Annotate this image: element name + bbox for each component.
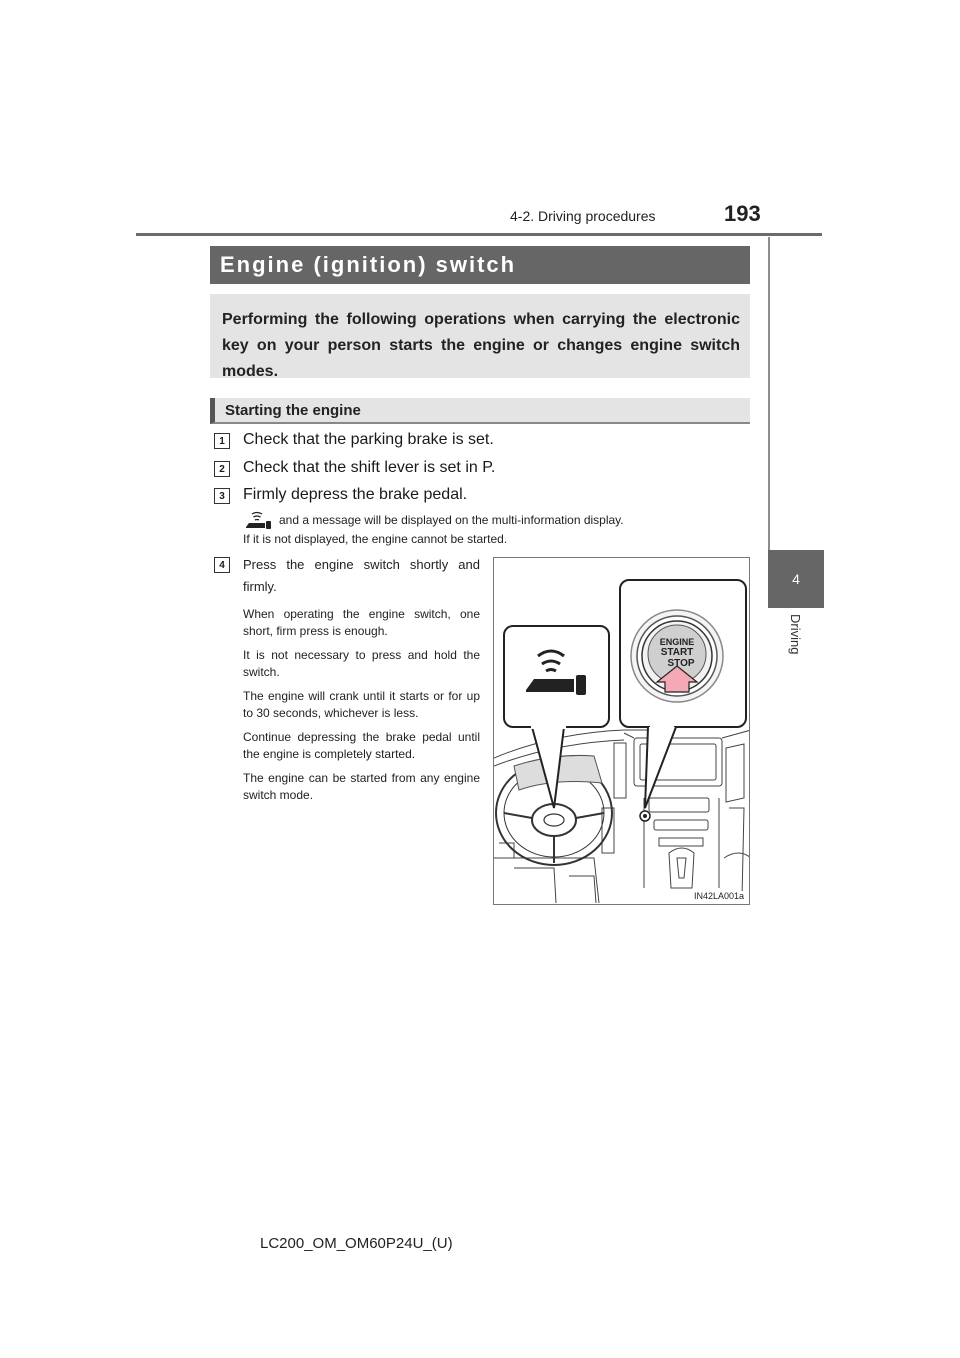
- section-header: 4-2. Driving procedures: [510, 208, 656, 224]
- intro-text: Performing the following operations when carrying the electronic key on your person starts the engine or changes engine switch modes.: [222, 311, 740, 380]
- step4-note-2: It is not necessary to press and hold the switch.: [243, 648, 480, 679]
- header-divider: [136, 233, 822, 236]
- step4-note-4: Continue depressing the brake pedal until the engine is completely started.: [243, 730, 480, 761]
- illustration-code: IN42LA001a: [694, 891, 745, 901]
- step-text-1: Check that the parking brake is set.: [243, 431, 494, 448]
- step4-note-5: The engine can be started from any engine switch mode.: [243, 771, 480, 802]
- page-number: 193: [724, 201, 761, 226]
- step-text-2: Check that the shift lever is set in P.: [243, 459, 496, 476]
- key-indicator-icon: [243, 510, 273, 530]
- step-text-4: Press the engine switch shortly and firmly.: [243, 557, 480, 594]
- engine-switch-illustration: [493, 557, 750, 905]
- side-tab-line: [768, 237, 770, 550]
- step4-content: [243, 554, 480, 811]
- subheading: Starting the engine: [210, 398, 750, 424]
- chapter-label-box: [768, 608, 824, 678]
- stop-label: STOP: [667, 658, 695, 669]
- step-number-1: 1: [214, 433, 230, 449]
- chapter-label: Driving: [788, 614, 803, 655]
- step-text-3: Firmly depress the brake pedal.: [243, 486, 468, 503]
- step-number-3: 3: [214, 488, 230, 504]
- dashboard-drawing: [494, 558, 750, 905]
- document-code: LC200_OM_OM60P24U_(U): [260, 1235, 453, 1252]
- step4-note-3: The engine will crank until it starts or for up to 30 seconds, whichever is less.: [243, 689, 480, 720]
- start-label: START: [660, 647, 694, 658]
- step3-note-line2: If it is not displayed, the engine cannot be started.: [243, 532, 508, 546]
- step4-note-1: When operating the engine switch, one short, firm press is enough.: [243, 607, 480, 638]
- step-number-4: 4: [214, 557, 230, 573]
- step-number-2: 2: [214, 461, 230, 477]
- chapter-number: 4: [792, 571, 800, 587]
- step3-note-line1: and a message will be displayed on the multi-information display.: [279, 513, 624, 527]
- intro-box: [210, 294, 750, 378]
- chapter-tab[interactable]: [768, 550, 824, 608]
- engine-label: ENGINE: [659, 637, 695, 647]
- page-title: Engine (ignition) switch: [210, 246, 750, 284]
